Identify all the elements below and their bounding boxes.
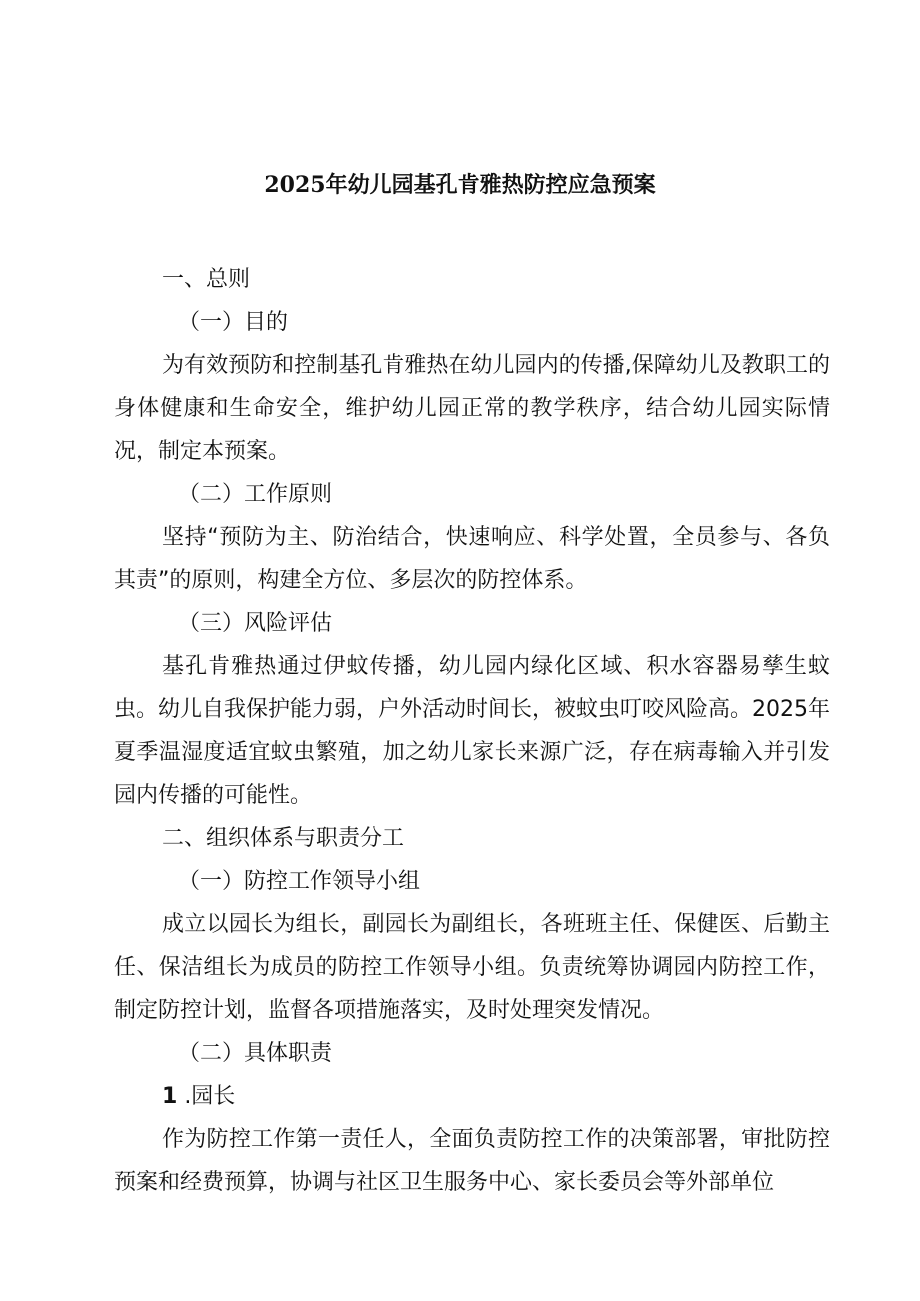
- subsection-heading: （二）工作原则: [178, 482, 333, 507]
- document-body: [114, 258, 830, 1204]
- item-number: 1: [162, 1084, 178, 1109]
- subsection-heading: （一）目的: [178, 310, 289, 335]
- section-heading: 一、总则: [162, 267, 251, 292]
- subsection-heading: （二）具体职责: [178, 1041, 333, 1066]
- paragraph: 基孔肯雅热通过伊蚊传播，幼儿园内绿化区域、积水容器易孳生蚊虫。幼儿自我保护能力弱，户外活动时间长，被蚊虫叮咬风险高。2025年夏季温湿度适宜蚊虫繁殖，加之幼儿家长来源广泛，存在病毒输入并引发园内传播的可能性。: [114, 654, 830, 808]
- document-title: 2025年幼儿园基孔肯雅热防控应急预案: [264, 172, 656, 198]
- subsection-heading: （一）防控工作领导小组: [178, 869, 421, 894]
- paragraph: 成立以园长为组长，副园长为副组长，各班班主任、保健医、后勤主任、保洁组长为成员的防控工作领导小组。负责统筹协调园内防控工作，制定防控计划，监督各项措施落实，及时处理突发情况。: [114, 912, 830, 1023]
- subsection-heading: （三）风险评估: [178, 611, 333, 636]
- item-heading: [114, 1075, 830, 1118]
- item-label: .园长: [184, 1084, 236, 1109]
- paragraph: 作为防控工作第一责任人，全面负责防控工作的决策部署，审批防控预案和经费预算，协调与社区卫生服务中心、家长委员会等外部单位: [114, 1127, 830, 1195]
- paragraph: 为有效预防和控制基孔肯雅热在幼儿园内的传播,保障幼儿及教职工的身体健康和生命安全，维护幼儿园正常的教学秩序，结合幼儿园实际情况，制定本预案。: [114, 353, 830, 464]
- section-heading: 二、组织体系与职责分工: [162, 826, 405, 851]
- paragraph: 坚持“预防为主、防治结合，快速响应、科学处置，全员参与、各负其责”的原则，构建全方位、多层次的防控体系。: [114, 525, 830, 593]
